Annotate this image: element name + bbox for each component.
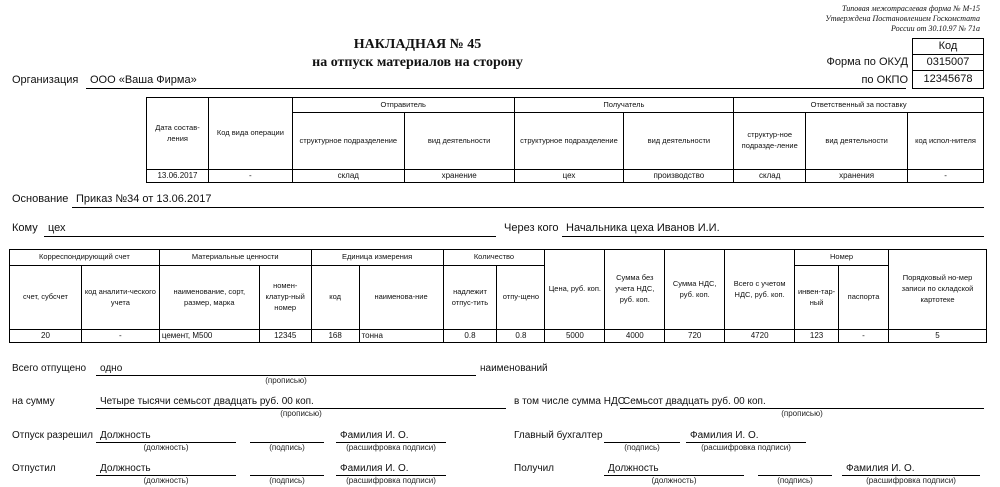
top-table xyxy=(146,97,984,183)
permitted-name-caption: (расшифровка подписи) xyxy=(346,443,436,452)
th-resp-exec: код испол-нителя xyxy=(908,113,984,170)
th-passport: паспорта xyxy=(839,266,889,330)
received-position: Должность xyxy=(608,463,659,474)
received-name: Фамилия И. О. xyxy=(846,463,915,474)
permitted-position-caption: (должность) xyxy=(143,443,189,452)
okpo-value: 12345678 xyxy=(912,70,984,89)
received-signature-caption: (подпись) xyxy=(777,476,813,485)
vat-caption: (прописью) xyxy=(781,409,823,418)
title-sub: на отпуск материалов на сторону xyxy=(312,55,523,70)
th-sum-novat: Сумма без учета НДС, руб. коп. xyxy=(605,250,665,330)
th-unitname: наименова-ние xyxy=(359,266,443,330)
organization-label: Организация xyxy=(12,74,79,86)
organization-line xyxy=(86,88,906,89)
released-name-caption: (расшифровка подписи) xyxy=(346,476,436,485)
accountant-name-caption: (расшифровка подписи) xyxy=(701,443,791,452)
accountant-name: Фамилия И. О. xyxy=(690,430,759,441)
cell-account: 20 xyxy=(10,330,82,343)
cell-record: 5 xyxy=(889,330,987,343)
cell-sender-struct: склад xyxy=(292,170,404,183)
th-record: Порядковый но-мер записи по складской картотеке xyxy=(889,250,987,330)
vat-label: в том числе сумма НДС xyxy=(514,396,625,407)
th-sender-activity: вид деятельности xyxy=(404,113,514,170)
via-line xyxy=(562,236,984,237)
cell-code: 168 xyxy=(311,330,359,343)
cell-resp-activity: хранения xyxy=(806,170,908,183)
th-due: надлежит отпус-тить xyxy=(443,266,497,330)
th-resp-struct: структур-ное подразде-ление xyxy=(734,113,806,170)
document-title xyxy=(290,36,545,72)
accountant-signature-caption: (подпись) xyxy=(624,443,660,452)
top-table-row xyxy=(147,170,984,183)
th-name: наименование, сорт, размер, марка xyxy=(159,266,259,330)
cell-date: 13.06.2017 xyxy=(147,170,209,183)
cell-sender-activity: хранение xyxy=(404,170,514,183)
th-inv: инвен-тар-ный xyxy=(795,266,839,330)
released-position-caption: (должность) xyxy=(143,476,189,485)
permitted-name: Фамилия И. О. xyxy=(340,430,409,441)
released-name: Фамилия И. О. xyxy=(340,463,409,474)
cell-released: 0.8 xyxy=(497,330,545,343)
cell-sum-novat: 4000 xyxy=(605,330,665,343)
th-code: код xyxy=(311,266,359,330)
th-unit: Единица измерения xyxy=(311,250,443,266)
via-label: Через кого xyxy=(504,222,559,234)
cell-price: 5000 xyxy=(545,330,605,343)
via-value: Начальника цеха Иванов И.И. xyxy=(566,222,720,234)
table-row xyxy=(10,330,987,343)
released-signature-caption: (подпись) xyxy=(269,476,305,485)
th-nomen: номен-клатур-ный номер xyxy=(259,266,311,330)
th-analytic: код аналити-ческого учета xyxy=(81,266,159,330)
okud-value: 0315007 xyxy=(912,54,984,71)
form-note-line1: Типовая межотраслевая форма № М-15 xyxy=(842,4,980,13)
released-total-value: одно xyxy=(100,363,123,374)
cell-receiver-struct: цех xyxy=(514,170,624,183)
cell-inv: 123 xyxy=(795,330,839,343)
released-total-label: Всего отпущено xyxy=(12,363,87,374)
to-whom-line xyxy=(44,236,496,237)
cell-unitname: тонна xyxy=(359,330,443,343)
th-responsible: Ответственный за поставку xyxy=(734,98,984,113)
th-price: Цена, руб. коп. xyxy=(545,250,605,330)
accountant-label: Главный бухгалтер xyxy=(514,430,603,441)
vat-value: Семьсот двадцать руб. 00 коп. xyxy=(623,396,766,407)
th-corr: Корреспондирующий счет xyxy=(10,250,160,266)
th-released: отпу-щено xyxy=(497,266,545,330)
th-values: Материальные ценности xyxy=(159,250,311,266)
basis-label: Основание xyxy=(12,193,69,205)
received-position-caption: (должность) xyxy=(651,476,697,485)
cell-resp-struct: склад xyxy=(734,170,806,183)
th-total: Всего с учетом НДС, руб. коп. xyxy=(725,250,795,330)
cell-receiver-activity: производство xyxy=(624,170,734,183)
th-receiver-struct: структурное подразделение xyxy=(514,113,624,170)
permitted-position: Должность xyxy=(100,430,151,441)
th-qty: Количество xyxy=(443,250,545,266)
th-vat: Сумма НДС, руб. коп. xyxy=(665,250,725,330)
th-date: Дата состав-ления xyxy=(147,98,209,170)
released-position: Должность xyxy=(100,463,151,474)
sum-value: Четыре тысячи семьсот двадцать руб. 00 коп. xyxy=(100,396,314,407)
received-label: Получил xyxy=(514,463,554,474)
okud-label: Форма по ОКУД xyxy=(826,56,908,68)
received-name-caption: (расшифровка подписи) xyxy=(866,476,956,485)
basis-line xyxy=(72,207,984,208)
cell-passport: - xyxy=(839,330,889,343)
released-total-caption: (прописью) xyxy=(265,376,307,385)
th-number: Номер xyxy=(795,250,889,266)
cell-due: 0.8 xyxy=(443,330,497,343)
main-table xyxy=(9,249,987,343)
okpo-label: по ОКПО xyxy=(861,74,908,86)
released-label: Отпустил xyxy=(12,463,56,474)
permitted-label: Отпуск разрешил xyxy=(12,430,93,441)
sum-label: на сумму xyxy=(12,396,55,407)
form-note-line3: России от 30.10.97 № 71а xyxy=(890,24,980,33)
th-account: счет, субсчет xyxy=(10,266,82,330)
th-receiver-activity: вид деятельности xyxy=(624,113,734,170)
to-whom-label: Кому xyxy=(12,222,38,234)
th-sender-struct: структурное подразделение xyxy=(292,113,404,170)
title-main: НАКЛАДНАЯ № 45 xyxy=(353,37,482,52)
th-resp-activity: вид деятельности xyxy=(806,113,908,170)
th-receiver: Получатель xyxy=(514,98,734,113)
sum-caption: (прописью) xyxy=(280,409,322,418)
cell-name: цемент, М500 xyxy=(159,330,259,343)
cell-analytic: - xyxy=(81,330,159,343)
cell-nomen: 12345 xyxy=(259,330,311,343)
permitted-signature-caption: (подпись) xyxy=(269,443,305,452)
cell-total: 4720 xyxy=(725,330,795,343)
form-note xyxy=(825,4,980,34)
form-note-line2: Утверждена Постановлением Госкомстата xyxy=(825,14,980,23)
cell-opcode: - xyxy=(208,170,292,183)
cell-resp-exec: - xyxy=(908,170,984,183)
th-opcode: Код вида операции xyxy=(208,98,292,170)
organization-value: ООО «Ваша Фирма» xyxy=(90,74,197,86)
to-whom-value: цех xyxy=(48,222,66,234)
items-word: наименований xyxy=(480,363,548,374)
basis-value: Приказ №34 от 13.06.2017 xyxy=(76,193,212,205)
th-sender: Отправитель xyxy=(292,98,514,113)
cell-vat: 720 xyxy=(665,330,725,343)
code-header: Код xyxy=(912,38,984,55)
